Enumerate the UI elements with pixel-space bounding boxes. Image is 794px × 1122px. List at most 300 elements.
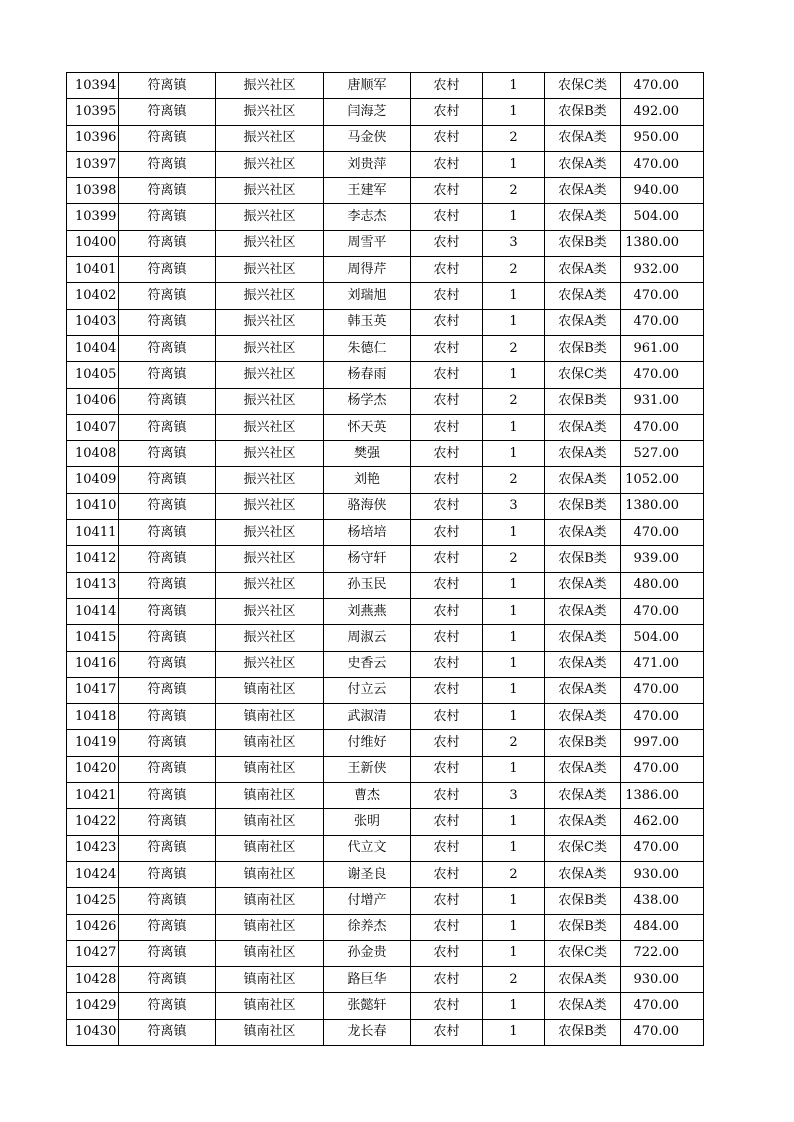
amount-cell: 722.00 <box>621 940 704 966</box>
name-cell: 王新侠 <box>324 756 411 782</box>
count-cell: 1 <box>483 940 545 966</box>
name-cell: 谢圣良 <box>324 861 411 887</box>
community-cell: 振兴社区 <box>216 335 324 361</box>
category-cell: 农保A类 <box>545 151 621 177</box>
community-cell: 振兴社区 <box>216 388 324 414</box>
count-cell: 1 <box>483 572 545 598</box>
id-cell: 10417 <box>67 677 119 703</box>
type-cell: 农村 <box>411 283 483 309</box>
id-cell: 10407 <box>67 414 119 440</box>
name-cell: 王建军 <box>324 178 411 204</box>
id-cell: 10405 <box>67 362 119 388</box>
category-cell: 农保B类 <box>545 888 621 914</box>
community-cell: 振兴社区 <box>216 125 324 151</box>
town-cell: 符离镇 <box>119 546 216 572</box>
type-cell: 农村 <box>411 677 483 703</box>
id-cell: 10425 <box>67 888 119 914</box>
type-cell: 农村 <box>411 730 483 756</box>
type-cell: 农村 <box>411 704 483 730</box>
category-cell: 农保A类 <box>545 993 621 1019</box>
id-cell: 10408 <box>67 441 119 467</box>
count-cell: 1 <box>483 993 545 1019</box>
table-row <box>67 309 704 335</box>
name-cell: 樊强 <box>324 441 411 467</box>
amount-cell: 930.00 <box>621 967 704 993</box>
name-cell: 骆海侠 <box>324 493 411 519</box>
id-cell: 10423 <box>67 835 119 861</box>
community-cell: 镇南社区 <box>216 888 324 914</box>
community-cell: 振兴社区 <box>216 572 324 598</box>
name-cell: 怀天英 <box>324 414 411 440</box>
count-cell: 2 <box>483 467 545 493</box>
table-row <box>67 756 704 782</box>
id-cell: 10399 <box>67 204 119 230</box>
table-row <box>67 967 704 993</box>
category-cell: 农保B类 <box>545 1019 621 1045</box>
town-cell: 符离镇 <box>119 940 216 966</box>
type-cell: 农村 <box>411 204 483 230</box>
name-cell: 史香云 <box>324 651 411 677</box>
table-row <box>67 151 704 177</box>
category-cell: 农保A类 <box>545 967 621 993</box>
id-cell: 10415 <box>67 625 119 651</box>
name-cell: 朱德仁 <box>324 335 411 361</box>
amount-cell: 470.00 <box>621 677 704 703</box>
community-cell: 镇南社区 <box>216 783 324 809</box>
table-row <box>67 861 704 887</box>
type-cell: 农村 <box>411 467 483 493</box>
town-cell: 符离镇 <box>119 888 216 914</box>
town-cell: 符离镇 <box>119 967 216 993</box>
community-cell: 镇南社区 <box>216 1019 324 1045</box>
amount-cell: 961.00 <box>621 335 704 361</box>
town-cell: 符离镇 <box>119 1019 216 1045</box>
town-cell: 符离镇 <box>119 704 216 730</box>
count-cell: 1 <box>483 598 545 624</box>
category-cell: 农保A类 <box>545 625 621 651</box>
town-cell: 符离镇 <box>119 651 216 677</box>
community-cell: 振兴社区 <box>216 414 324 440</box>
count-cell: 2 <box>483 546 545 572</box>
count-cell: 2 <box>483 335 545 361</box>
id-cell: 10396 <box>67 125 119 151</box>
community-cell: 振兴社区 <box>216 309 324 335</box>
count-cell: 3 <box>483 493 545 519</box>
category-cell: 农保B类 <box>545 730 621 756</box>
name-cell: 龙长春 <box>324 1019 411 1045</box>
id-cell: 10403 <box>67 309 119 335</box>
type-cell: 农村 <box>411 414 483 440</box>
count-cell: 3 <box>483 230 545 256</box>
count-cell: 1 <box>483 888 545 914</box>
id-cell: 10412 <box>67 546 119 572</box>
id-cell: 10395 <box>67 99 119 125</box>
town-cell: 符离镇 <box>119 756 216 782</box>
category-cell: 农保A类 <box>545 441 621 467</box>
name-cell: 武淑清 <box>324 704 411 730</box>
name-cell: 孙金贵 <box>324 940 411 966</box>
id-cell: 10398 <box>67 178 119 204</box>
type-cell: 农村 <box>411 520 483 546</box>
type-cell: 农村 <box>411 362 483 388</box>
id-cell: 10410 <box>67 493 119 519</box>
amount-cell: 470.00 <box>621 151 704 177</box>
town-cell: 符离镇 <box>119 388 216 414</box>
amount-cell: 470.00 <box>621 414 704 440</box>
type-cell: 农村 <box>411 783 483 809</box>
town-cell: 符离镇 <box>119 99 216 125</box>
type-cell: 农村 <box>411 651 483 677</box>
name-cell: 马金侠 <box>324 125 411 151</box>
category-cell: 农保A类 <box>545 467 621 493</box>
category-cell: 农保B类 <box>545 230 621 256</box>
count-cell: 1 <box>483 414 545 440</box>
id-cell: 10411 <box>67 520 119 546</box>
type-cell: 农村 <box>411 914 483 940</box>
table-row <box>67 783 704 809</box>
category-cell: 农保A类 <box>545 204 621 230</box>
community-cell: 镇南社区 <box>216 835 324 861</box>
type-cell: 农村 <box>411 1019 483 1045</box>
amount-cell: 470.00 <box>621 362 704 388</box>
town-cell: 符离镇 <box>119 914 216 940</box>
count-cell: 1 <box>483 441 545 467</box>
count-cell: 1 <box>483 704 545 730</box>
category-cell: 农保A类 <box>545 704 621 730</box>
amount-cell: 470.00 <box>621 1019 704 1045</box>
community-cell: 振兴社区 <box>216 73 324 99</box>
type-cell: 农村 <box>411 967 483 993</box>
type-cell: 农村 <box>411 835 483 861</box>
community-cell: 振兴社区 <box>216 625 324 651</box>
category-cell: 农保C类 <box>545 835 621 861</box>
name-cell: 杨学杰 <box>324 388 411 414</box>
count-cell: 1 <box>483 756 545 782</box>
count-cell: 3 <box>483 783 545 809</box>
table-row <box>67 809 704 835</box>
town-cell: 符离镇 <box>119 441 216 467</box>
amount-cell: 470.00 <box>621 993 704 1019</box>
name-cell: 徐养杰 <box>324 914 411 940</box>
type-cell: 农村 <box>411 125 483 151</box>
category-cell: 农保B类 <box>545 493 621 519</box>
count-cell: 2 <box>483 257 545 283</box>
town-cell: 符离镇 <box>119 861 216 887</box>
type-cell: 农村 <box>411 388 483 414</box>
amount-cell: 950.00 <box>621 125 704 151</box>
count-cell: 2 <box>483 178 545 204</box>
name-cell: 周雪平 <box>324 230 411 256</box>
table-row <box>67 73 704 99</box>
name-cell: 张懿轩 <box>324 993 411 1019</box>
category-cell: 农保A类 <box>545 125 621 151</box>
name-cell: 刘燕燕 <box>324 598 411 624</box>
community-cell: 镇南社区 <box>216 809 324 835</box>
table-row <box>67 178 704 204</box>
community-cell: 振兴社区 <box>216 493 324 519</box>
name-cell: 闫海芝 <box>324 99 411 125</box>
id-cell: 10430 <box>67 1019 119 1045</box>
table-row <box>67 940 704 966</box>
id-cell: 10428 <box>67 967 119 993</box>
table-row <box>67 1019 704 1045</box>
name-cell: 李志杰 <box>324 204 411 230</box>
name-cell: 杨春雨 <box>324 362 411 388</box>
name-cell: 付立云 <box>324 677 411 703</box>
community-cell: 振兴社区 <box>216 151 324 177</box>
category-cell: 农保B类 <box>545 546 621 572</box>
name-cell: 曹杰 <box>324 783 411 809</box>
amount-cell: 932.00 <box>621 257 704 283</box>
amount-cell: 504.00 <box>621 204 704 230</box>
amount-cell: 527.00 <box>621 441 704 467</box>
count-cell: 1 <box>483 914 545 940</box>
community-cell: 镇南社区 <box>216 730 324 756</box>
town-cell: 符离镇 <box>119 467 216 493</box>
id-cell: 10429 <box>67 993 119 1019</box>
category-cell: 农保A类 <box>545 598 621 624</box>
town-cell: 符离镇 <box>119 204 216 230</box>
name-cell: 刘瑞旭 <box>324 283 411 309</box>
table-row <box>67 704 704 730</box>
count-cell: 1 <box>483 362 545 388</box>
count-cell: 1 <box>483 99 545 125</box>
count-cell: 1 <box>483 651 545 677</box>
table-row <box>67 204 704 230</box>
type-cell: 农村 <box>411 809 483 835</box>
table-row <box>67 835 704 861</box>
count-cell: 1 <box>483 625 545 651</box>
table-row <box>67 493 704 519</box>
town-cell: 符离镇 <box>119 151 216 177</box>
count-cell: 2 <box>483 967 545 993</box>
id-cell: 10394 <box>67 73 119 99</box>
amount-cell: 939.00 <box>621 546 704 572</box>
table-row <box>67 335 704 361</box>
table-row <box>67 598 704 624</box>
table-row <box>67 388 704 414</box>
amount-cell: 470.00 <box>621 73 704 99</box>
id-cell: 10413 <box>67 572 119 598</box>
count-cell: 2 <box>483 388 545 414</box>
table-row <box>67 362 704 388</box>
town-cell: 符离镇 <box>119 809 216 835</box>
category-cell: 农保A类 <box>545 257 621 283</box>
count-cell: 1 <box>483 809 545 835</box>
table-row <box>67 230 704 256</box>
amount-cell: 470.00 <box>621 309 704 335</box>
amount-cell: 930.00 <box>621 861 704 887</box>
type-cell: 农村 <box>411 572 483 598</box>
community-cell: 镇南社区 <box>216 914 324 940</box>
type-cell: 农村 <box>411 178 483 204</box>
category-cell: 农保A类 <box>545 651 621 677</box>
amount-cell: 470.00 <box>621 520 704 546</box>
amount-cell: 462.00 <box>621 809 704 835</box>
type-cell: 农村 <box>411 861 483 887</box>
town-cell: 符离镇 <box>119 520 216 546</box>
community-cell: 振兴社区 <box>216 283 324 309</box>
amount-cell: 471.00 <box>621 651 704 677</box>
town-cell: 符离镇 <box>119 993 216 1019</box>
town-cell: 符离镇 <box>119 257 216 283</box>
category-cell: 农保C类 <box>545 362 621 388</box>
type-cell: 农村 <box>411 598 483 624</box>
amount-cell: 470.00 <box>621 283 704 309</box>
community-cell: 振兴社区 <box>216 178 324 204</box>
id-cell: 10401 <box>67 257 119 283</box>
name-cell: 路巨华 <box>324 967 411 993</box>
town-cell: 符离镇 <box>119 283 216 309</box>
id-cell: 10420 <box>67 756 119 782</box>
community-cell: 镇南社区 <box>216 861 324 887</box>
name-cell: 张明 <box>324 809 411 835</box>
name-cell: 杨守轩 <box>324 546 411 572</box>
amount-cell: 997.00 <box>621 730 704 756</box>
town-cell: 符离镇 <box>119 335 216 361</box>
category-cell: 农保B类 <box>545 914 621 940</box>
id-cell: 10422 <box>67 809 119 835</box>
table-row <box>67 283 704 309</box>
category-cell: 农保A类 <box>545 309 621 335</box>
data-table <box>66 72 704 1046</box>
town-cell: 符离镇 <box>119 125 216 151</box>
amount-cell: 940.00 <box>621 178 704 204</box>
category-cell: 农保A类 <box>545 283 621 309</box>
table-row <box>67 625 704 651</box>
amount-cell: 1386.00 <box>621 783 704 809</box>
type-cell: 农村 <box>411 257 483 283</box>
category-cell: 农保A类 <box>545 861 621 887</box>
count-cell: 1 <box>483 283 545 309</box>
count-cell: 1 <box>483 309 545 335</box>
type-cell: 农村 <box>411 940 483 966</box>
community-cell: 振兴社区 <box>216 651 324 677</box>
amount-cell: 484.00 <box>621 914 704 940</box>
community-cell: 振兴社区 <box>216 598 324 624</box>
community-cell: 镇南社区 <box>216 993 324 1019</box>
community-cell: 振兴社区 <box>216 546 324 572</box>
table-body <box>67 73 704 1046</box>
name-cell: 周得芹 <box>324 257 411 283</box>
table-row <box>67 651 704 677</box>
table-row <box>67 572 704 598</box>
category-cell: 农保A类 <box>545 809 621 835</box>
category-cell: 农保A类 <box>545 756 621 782</box>
amount-cell: 1380.00 <box>621 230 704 256</box>
type-cell: 农村 <box>411 441 483 467</box>
count-cell: 1 <box>483 73 545 99</box>
count-cell: 1 <box>483 204 545 230</box>
table-row <box>67 441 704 467</box>
table-row <box>67 888 704 914</box>
id-cell: 10409 <box>67 467 119 493</box>
id-cell: 10400 <box>67 230 119 256</box>
town-cell: 符离镇 <box>119 625 216 651</box>
id-cell: 10397 <box>67 151 119 177</box>
town-cell: 符离镇 <box>119 677 216 703</box>
id-cell: 10402 <box>67 283 119 309</box>
table-row <box>67 257 704 283</box>
town-cell: 符离镇 <box>119 835 216 861</box>
category-cell: 农保B类 <box>545 335 621 361</box>
amount-cell: 470.00 <box>621 598 704 624</box>
type-cell: 农村 <box>411 993 483 1019</box>
town-cell: 符离镇 <box>119 178 216 204</box>
table-row <box>67 414 704 440</box>
type-cell: 农村 <box>411 625 483 651</box>
name-cell: 刘艳 <box>324 467 411 493</box>
type-cell: 农村 <box>411 546 483 572</box>
id-cell: 10426 <box>67 914 119 940</box>
type-cell: 农村 <box>411 99 483 125</box>
amount-cell: 1052.00 <box>621 467 704 493</box>
community-cell: 振兴社区 <box>216 257 324 283</box>
type-cell: 农村 <box>411 151 483 177</box>
community-cell: 振兴社区 <box>216 99 324 125</box>
id-cell: 10414 <box>67 598 119 624</box>
community-cell: 振兴社区 <box>216 204 324 230</box>
count-cell: 1 <box>483 677 545 703</box>
category-cell: 农保B类 <box>545 388 621 414</box>
town-cell: 符离镇 <box>119 230 216 256</box>
town-cell: 符离镇 <box>119 730 216 756</box>
name-cell: 杨培培 <box>324 520 411 546</box>
category-cell: 农保A类 <box>545 572 621 598</box>
community-cell: 镇南社区 <box>216 704 324 730</box>
table-row <box>67 993 704 1019</box>
table-row <box>67 677 704 703</box>
count-cell: 2 <box>483 125 545 151</box>
community-cell: 振兴社区 <box>216 467 324 493</box>
count-cell: 1 <box>483 1019 545 1045</box>
name-cell: 付增产 <box>324 888 411 914</box>
id-cell: 10427 <box>67 940 119 966</box>
id-cell: 10416 <box>67 651 119 677</box>
table-row <box>67 546 704 572</box>
amount-cell: 438.00 <box>621 888 704 914</box>
category-cell: 农保A类 <box>545 783 621 809</box>
amount-cell: 480.00 <box>621 572 704 598</box>
category-cell: 农保B类 <box>545 99 621 125</box>
type-cell: 农村 <box>411 309 483 335</box>
amount-cell: 470.00 <box>621 704 704 730</box>
table-row <box>67 914 704 940</box>
category-cell: 农保A类 <box>545 520 621 546</box>
town-cell: 符离镇 <box>119 493 216 519</box>
name-cell: 唐顺军 <box>324 73 411 99</box>
count-cell: 2 <box>483 861 545 887</box>
name-cell: 代立文 <box>324 835 411 861</box>
category-cell: 农保A类 <box>545 414 621 440</box>
name-cell: 刘贵萍 <box>324 151 411 177</box>
id-cell: 10419 <box>67 730 119 756</box>
id-cell: 10406 <box>67 388 119 414</box>
type-cell: 农村 <box>411 335 483 361</box>
town-cell: 符离镇 <box>119 309 216 335</box>
community-cell: 振兴社区 <box>216 362 324 388</box>
community-cell: 镇南社区 <box>216 967 324 993</box>
town-cell: 符离镇 <box>119 414 216 440</box>
name-cell: 韩玉英 <box>324 309 411 335</box>
category-cell: 农保C类 <box>545 73 621 99</box>
category-cell: 农保A类 <box>545 178 621 204</box>
town-cell: 符离镇 <box>119 598 216 624</box>
category-cell: 农保A类 <box>545 677 621 703</box>
community-cell: 振兴社区 <box>216 441 324 467</box>
amount-cell: 504.00 <box>621 625 704 651</box>
table-row <box>67 467 704 493</box>
